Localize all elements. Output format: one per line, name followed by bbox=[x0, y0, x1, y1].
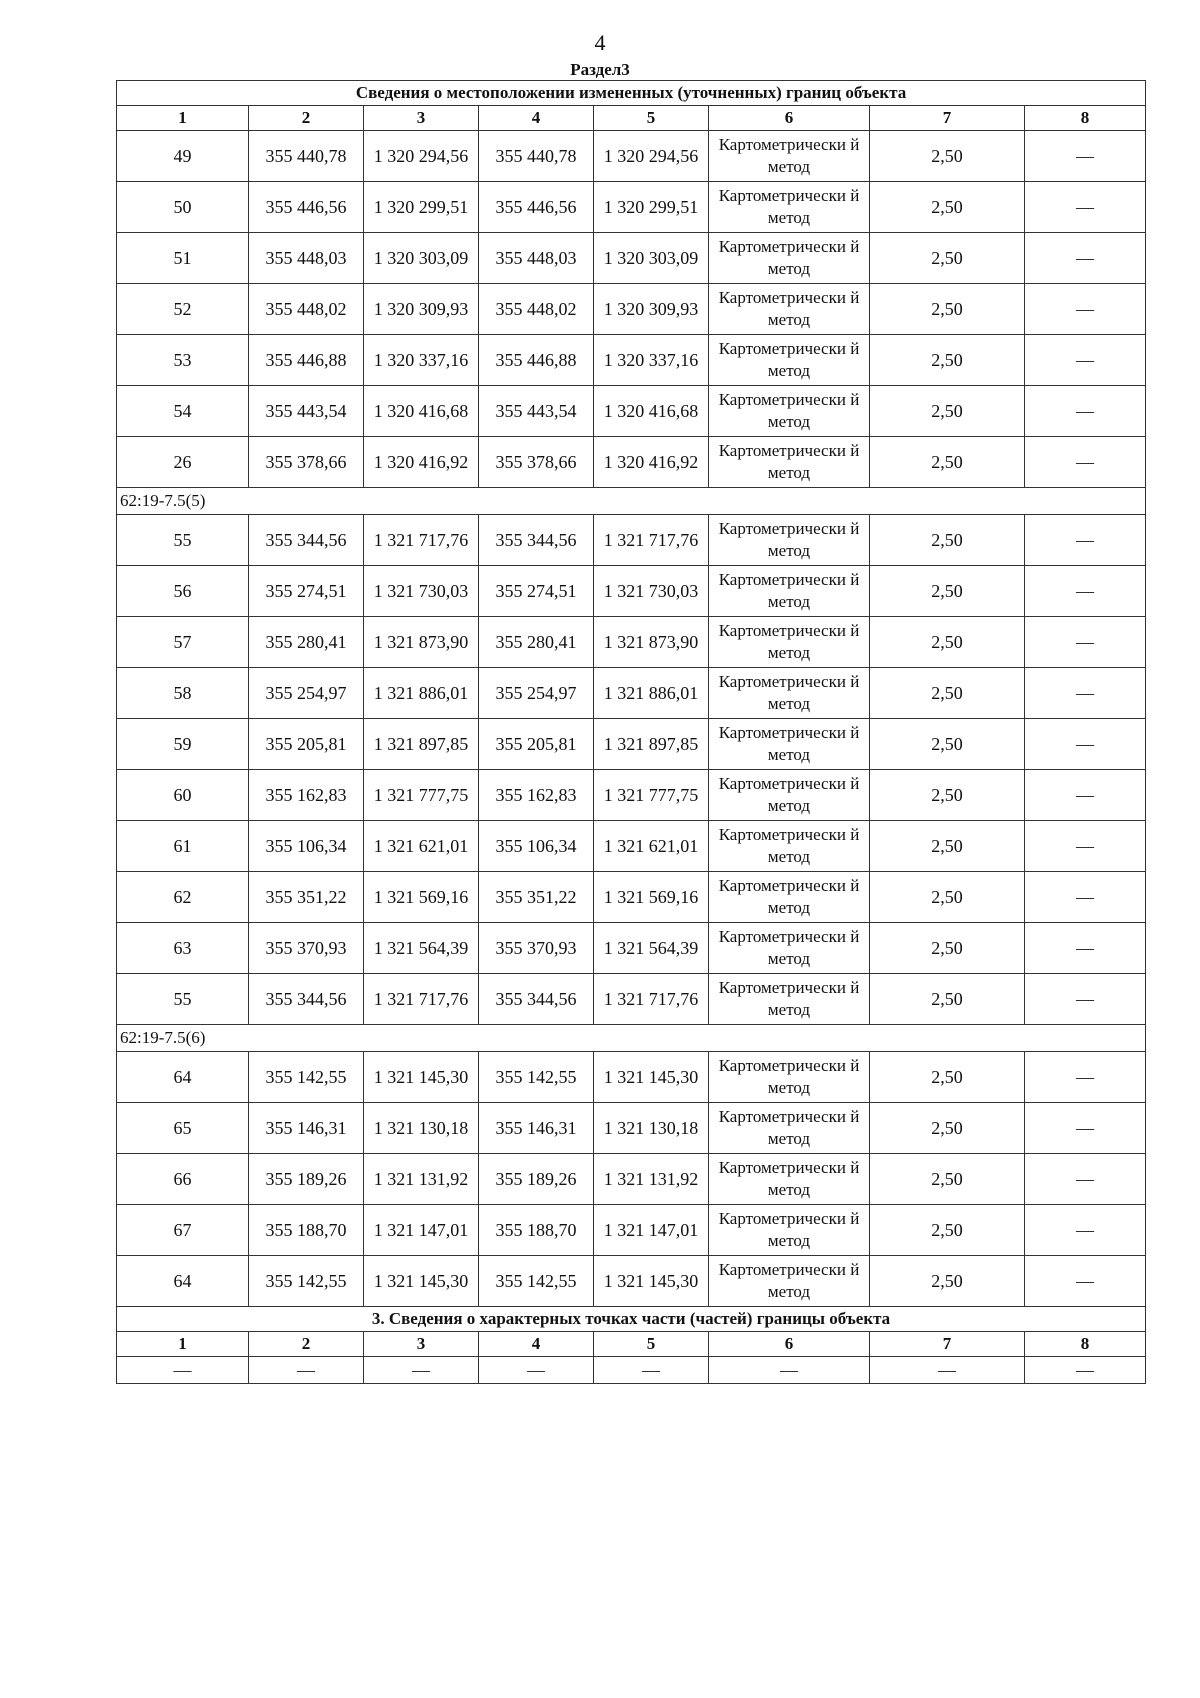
x-coordinate-new: 355 351,22 bbox=[479, 872, 594, 923]
table-row bbox=[117, 1052, 1146, 1103]
accuracy-cell: 2,50 bbox=[870, 719, 1025, 770]
description-cell: — bbox=[1025, 821, 1146, 872]
point-number: 60 bbox=[117, 770, 249, 821]
y-coordinate-new: 1 321 873,90 bbox=[594, 617, 709, 668]
y-coordinate-new: 1 320 416,92 bbox=[594, 437, 709, 488]
column-header: 7 bbox=[870, 106, 1025, 131]
table-row bbox=[117, 335, 1146, 386]
y-coordinate-new: 1 320 337,16 bbox=[594, 335, 709, 386]
table-row bbox=[117, 1154, 1146, 1205]
y-coordinate-new: 1 321 145,30 bbox=[594, 1052, 709, 1103]
x-coordinate-new: 355 106,34 bbox=[479, 821, 594, 872]
y-coordinate-old: 1 321 131,92 bbox=[364, 1154, 479, 1205]
table-row bbox=[117, 566, 1146, 617]
point-number: 64 bbox=[117, 1052, 249, 1103]
point-number: 57 bbox=[117, 617, 249, 668]
x-coordinate-old: 355 344,56 bbox=[249, 974, 364, 1025]
x-coordinate-old: 355 189,26 bbox=[249, 1154, 364, 1205]
y-coordinate-old: 1 320 294,56 bbox=[364, 131, 479, 182]
x-coordinate-new: 355 274,51 bbox=[479, 566, 594, 617]
description-cell: — bbox=[1025, 872, 1146, 923]
accuracy-cell: 2,50 bbox=[870, 923, 1025, 974]
method-cell: Картометрически й метод bbox=[709, 1256, 870, 1307]
accuracy-cell: 2,50 bbox=[870, 284, 1025, 335]
description-cell: — bbox=[1025, 515, 1146, 566]
point-number: 61 bbox=[117, 821, 249, 872]
x-coordinate-new: 355 446,88 bbox=[479, 335, 594, 386]
x-coordinate-old: 355 344,56 bbox=[249, 515, 364, 566]
x-coordinate-old: 355 448,02 bbox=[249, 284, 364, 335]
empty-cell: — bbox=[870, 1357, 1025, 1384]
description-cell: — bbox=[1025, 923, 1146, 974]
column-header: 3 bbox=[364, 1332, 479, 1357]
table-row bbox=[117, 131, 1146, 182]
y-coordinate-new: 1 321 730,03 bbox=[594, 566, 709, 617]
method-cell: Картометрически й метод bbox=[709, 770, 870, 821]
column-header: 4 bbox=[479, 106, 594, 131]
x-coordinate-old: 355 443,54 bbox=[249, 386, 364, 437]
accuracy-cell: 2,50 bbox=[870, 872, 1025, 923]
x-coordinate-old: 355 142,55 bbox=[249, 1052, 364, 1103]
point-number: 52 bbox=[117, 284, 249, 335]
table-row bbox=[117, 668, 1146, 719]
accuracy-cell: 2,50 bbox=[870, 1205, 1025, 1256]
description-cell: — bbox=[1025, 668, 1146, 719]
y-coordinate-old: 1 320 337,16 bbox=[364, 335, 479, 386]
x-coordinate-new: 355 142,55 bbox=[479, 1256, 594, 1307]
x-coordinate-old: 355 205,81 bbox=[249, 719, 364, 770]
section2-header-row bbox=[117, 1332, 1146, 1357]
accuracy-cell: 2,50 bbox=[870, 566, 1025, 617]
table-title-row bbox=[117, 81, 1146, 106]
method-cell: Картометрически й метод bbox=[709, 386, 870, 437]
method-cell: Картометрически й метод bbox=[709, 437, 870, 488]
accuracy-cell: 2,50 bbox=[870, 233, 1025, 284]
description-cell: — bbox=[1025, 974, 1146, 1025]
y-coordinate-old: 1 320 416,68 bbox=[364, 386, 479, 437]
y-coordinate-old: 1 321 569,16 bbox=[364, 872, 479, 923]
y-coordinate-old: 1 321 145,30 bbox=[364, 1256, 479, 1307]
y-coordinate-new: 1 321 897,85 bbox=[594, 719, 709, 770]
table-row bbox=[117, 515, 1146, 566]
accuracy-cell: 2,50 bbox=[870, 1154, 1025, 1205]
boundary-table bbox=[116, 80, 1146, 1384]
y-coordinate-new: 1 321 717,76 bbox=[594, 515, 709, 566]
point-number: 51 bbox=[117, 233, 249, 284]
section-label: Раздел3 bbox=[570, 60, 630, 79]
x-coordinate-old: 355 274,51 bbox=[249, 566, 364, 617]
x-coordinate-old: 355 378,66 bbox=[249, 437, 364, 488]
x-coordinate-old: 355 446,88 bbox=[249, 335, 364, 386]
table-row bbox=[117, 233, 1146, 284]
method-cell: Картометрически й метод bbox=[709, 668, 870, 719]
y-coordinate-new: 1 320 299,51 bbox=[594, 182, 709, 233]
table-row bbox=[117, 1205, 1146, 1256]
accuracy-cell: 2,50 bbox=[870, 515, 1025, 566]
x-coordinate-new: 355 448,02 bbox=[479, 284, 594, 335]
x-coordinate-old: 355 446,56 bbox=[249, 182, 364, 233]
column-header: 1 bbox=[117, 1332, 249, 1357]
description-cell: — bbox=[1025, 335, 1146, 386]
column-header: 8 bbox=[1025, 1332, 1146, 1357]
x-coordinate-new: 355 205,81 bbox=[479, 719, 594, 770]
table-row bbox=[117, 974, 1146, 1025]
method-cell: Картометрически й метод bbox=[709, 1052, 870, 1103]
x-coordinate-new: 355 188,70 bbox=[479, 1205, 594, 1256]
accuracy-cell: 2,50 bbox=[870, 1052, 1025, 1103]
page-number: 4 bbox=[594, 30, 606, 55]
method-cell: Картометрически й метод bbox=[709, 566, 870, 617]
table-row bbox=[117, 719, 1146, 770]
description-cell: — bbox=[1025, 617, 1146, 668]
column-header: 3 bbox=[364, 106, 479, 131]
y-coordinate-new: 1 320 416,68 bbox=[594, 386, 709, 437]
empty-cell: — bbox=[249, 1357, 364, 1384]
x-coordinate-new: 355 162,83 bbox=[479, 770, 594, 821]
description-cell: — bbox=[1025, 131, 1146, 182]
y-coordinate-new: 1 321 564,39 bbox=[594, 923, 709, 974]
method-cell: Картометрически й метод bbox=[709, 974, 870, 1025]
y-coordinate-old: 1 321 717,76 bbox=[364, 515, 479, 566]
y-coordinate-old: 1 321 777,75 bbox=[364, 770, 479, 821]
table-row bbox=[117, 617, 1146, 668]
method-cell: Картометрически й метод bbox=[709, 821, 870, 872]
x-coordinate-old: 355 351,22 bbox=[249, 872, 364, 923]
section2-title-row bbox=[117, 1307, 1146, 1332]
description-cell: — bbox=[1025, 719, 1146, 770]
x-coordinate-new: 355 446,56 bbox=[479, 182, 594, 233]
method-cell: Картометрически й метод bbox=[709, 233, 870, 284]
description-cell: — bbox=[1025, 437, 1146, 488]
y-coordinate-new: 1 320 294,56 bbox=[594, 131, 709, 182]
point-number: 26 bbox=[117, 437, 249, 488]
y-coordinate-new: 1 321 130,18 bbox=[594, 1103, 709, 1154]
x-coordinate-old: 355 254,97 bbox=[249, 668, 364, 719]
y-coordinate-old: 1 321 717,76 bbox=[364, 974, 479, 1025]
x-coordinate-new: 355 448,03 bbox=[479, 233, 594, 284]
y-coordinate-old: 1 320 416,92 bbox=[364, 437, 479, 488]
accuracy-cell: 2,50 bbox=[870, 1103, 1025, 1154]
description-cell: — bbox=[1025, 1256, 1146, 1307]
column-header-row bbox=[117, 106, 1146, 131]
x-coordinate-new: 355 443,54 bbox=[479, 386, 594, 437]
point-number: 59 bbox=[117, 719, 249, 770]
column-header: 2 bbox=[249, 106, 364, 131]
y-coordinate-new: 1 320 309,93 bbox=[594, 284, 709, 335]
column-header: 7 bbox=[870, 1332, 1025, 1357]
y-coordinate-new: 1 321 131,92 bbox=[594, 1154, 709, 1205]
table-row bbox=[117, 437, 1146, 488]
x-coordinate-old: 355 188,70 bbox=[249, 1205, 364, 1256]
x-coordinate-old: 355 162,83 bbox=[249, 770, 364, 821]
x-coordinate-old: 355 280,41 bbox=[249, 617, 364, 668]
method-cell: Картометрически й метод bbox=[709, 515, 870, 566]
description-cell: — bbox=[1025, 1052, 1146, 1103]
y-coordinate-old: 1 320 303,09 bbox=[364, 233, 479, 284]
y-coordinate-old: 1 321 130,18 bbox=[364, 1103, 479, 1154]
table-row bbox=[117, 923, 1146, 974]
description-cell: — bbox=[1025, 1154, 1146, 1205]
x-coordinate-new: 355 254,97 bbox=[479, 668, 594, 719]
method-cell: Картометрически й метод bbox=[709, 872, 870, 923]
y-coordinate-new: 1 321 886,01 bbox=[594, 668, 709, 719]
description-cell: — bbox=[1025, 566, 1146, 617]
description-cell: — bbox=[1025, 1205, 1146, 1256]
column-header: 2 bbox=[249, 1332, 364, 1357]
method-cell: Картометрически й метод bbox=[709, 1205, 870, 1256]
description-cell: — bbox=[1025, 1103, 1146, 1154]
column-header: 5 bbox=[594, 1332, 709, 1357]
column-header: 6 bbox=[709, 106, 870, 131]
empty-cell: — bbox=[709, 1357, 870, 1384]
y-coordinate-old: 1 320 309,93 bbox=[364, 284, 479, 335]
table-title: Сведения о местоположении измененных (уточненных) границ объекта bbox=[117, 81, 1146, 106]
x-coordinate-old: 355 370,93 bbox=[249, 923, 364, 974]
group-label-row bbox=[117, 488, 1146, 515]
point-number: 63 bbox=[117, 923, 249, 974]
x-coordinate-new: 355 440,78 bbox=[479, 131, 594, 182]
y-coordinate-old: 1 321 886,01 bbox=[364, 668, 479, 719]
description-cell: — bbox=[1025, 182, 1146, 233]
column-header: 5 bbox=[594, 106, 709, 131]
table-row bbox=[117, 284, 1146, 335]
description-cell: — bbox=[1025, 233, 1146, 284]
group-label: 62:19-7.5(6) bbox=[117, 1025, 1146, 1052]
table-row bbox=[117, 1256, 1146, 1307]
y-coordinate-old: 1 321 147,01 bbox=[364, 1205, 479, 1256]
description-cell: — bbox=[1025, 770, 1146, 821]
column-header: 4 bbox=[479, 1332, 594, 1357]
point-number: 66 bbox=[117, 1154, 249, 1205]
point-number: 55 bbox=[117, 515, 249, 566]
accuracy-cell: 2,50 bbox=[870, 386, 1025, 437]
y-coordinate-old: 1 321 730,03 bbox=[364, 566, 479, 617]
empty-cell: — bbox=[594, 1357, 709, 1384]
x-coordinate-old: 355 146,31 bbox=[249, 1103, 364, 1154]
accuracy-cell: 2,50 bbox=[870, 668, 1025, 719]
accuracy-cell: 2,50 bbox=[870, 770, 1025, 821]
method-cell: Картометрически й метод bbox=[709, 284, 870, 335]
method-cell: Картометрически й метод bbox=[709, 182, 870, 233]
description-cell: — bbox=[1025, 386, 1146, 437]
point-number: 55 bbox=[117, 974, 249, 1025]
x-coordinate-old: 355 142,55 bbox=[249, 1256, 364, 1307]
point-number: 49 bbox=[117, 131, 249, 182]
column-header: 6 bbox=[709, 1332, 870, 1357]
y-coordinate-old: 1 321 873,90 bbox=[364, 617, 479, 668]
point-number: 62 bbox=[117, 872, 249, 923]
point-number: 67 bbox=[117, 1205, 249, 1256]
group-label-row bbox=[117, 1025, 1146, 1052]
method-cell: Картометрически й метод bbox=[709, 923, 870, 974]
x-coordinate-old: 355 106,34 bbox=[249, 821, 364, 872]
x-coordinate-old: 355 448,03 bbox=[249, 233, 364, 284]
y-coordinate-new: 1 321 621,01 bbox=[594, 821, 709, 872]
accuracy-cell: 2,50 bbox=[870, 437, 1025, 488]
y-coordinate-new: 1 321 569,16 bbox=[594, 872, 709, 923]
method-cell: Картометрически й метод bbox=[709, 719, 870, 770]
description-cell: — bbox=[1025, 284, 1146, 335]
accuracy-cell: 2,50 bbox=[870, 617, 1025, 668]
accuracy-cell: 2,50 bbox=[870, 1256, 1025, 1307]
method-cell: Картометрически й метод bbox=[709, 335, 870, 386]
y-coordinate-old: 1 321 145,30 bbox=[364, 1052, 479, 1103]
y-coordinate-new: 1 321 145,30 bbox=[594, 1256, 709, 1307]
x-coordinate-new: 355 378,66 bbox=[479, 437, 594, 488]
y-coordinate-new: 1 320 303,09 bbox=[594, 233, 709, 284]
y-coordinate-old: 1 321 621,01 bbox=[364, 821, 479, 872]
point-number: 58 bbox=[117, 668, 249, 719]
x-coordinate-old: 355 440,78 bbox=[249, 131, 364, 182]
method-cell: Картометрически й метод bbox=[709, 1154, 870, 1205]
method-cell: Картометрически й метод bbox=[709, 131, 870, 182]
table-row bbox=[117, 1103, 1146, 1154]
empty-cell: — bbox=[1025, 1357, 1146, 1384]
accuracy-cell: 2,50 bbox=[870, 335, 1025, 386]
group-label: 62:19-7.5(5) bbox=[117, 488, 1146, 515]
x-coordinate-new: 355 370,93 bbox=[479, 923, 594, 974]
y-coordinate-old: 1 321 897,85 bbox=[364, 719, 479, 770]
y-coordinate-new: 1 321 147,01 bbox=[594, 1205, 709, 1256]
y-coordinate-new: 1 321 777,75 bbox=[594, 770, 709, 821]
x-coordinate-new: 355 344,56 bbox=[479, 515, 594, 566]
column-header: 1 bbox=[117, 106, 249, 131]
section2-title: 3. Сведения о характерных точках части (частей) границы объекта bbox=[117, 1307, 1146, 1332]
empty-cell: — bbox=[364, 1357, 479, 1384]
column-header: 8 bbox=[1025, 106, 1146, 131]
point-number: 50 bbox=[117, 182, 249, 233]
empty-cell: — bbox=[479, 1357, 594, 1384]
point-number: 64 bbox=[117, 1256, 249, 1307]
table-row bbox=[117, 872, 1146, 923]
x-coordinate-new: 355 189,26 bbox=[479, 1154, 594, 1205]
method-cell: Картометрически й метод bbox=[709, 617, 870, 668]
y-coordinate-old: 1 321 564,39 bbox=[364, 923, 479, 974]
point-number: 65 bbox=[117, 1103, 249, 1154]
section2-empty-row bbox=[117, 1357, 1146, 1384]
table-row bbox=[117, 182, 1146, 233]
x-coordinate-new: 355 280,41 bbox=[479, 617, 594, 668]
x-coordinate-new: 355 142,55 bbox=[479, 1052, 594, 1103]
point-number: 56 bbox=[117, 566, 249, 617]
y-coordinate-new: 1 321 717,76 bbox=[594, 974, 709, 1025]
x-coordinate-new: 355 146,31 bbox=[479, 1103, 594, 1154]
accuracy-cell: 2,50 bbox=[870, 974, 1025, 1025]
table-row bbox=[117, 386, 1146, 437]
table-row bbox=[117, 770, 1146, 821]
table-row bbox=[117, 821, 1146, 872]
accuracy-cell: 2,50 bbox=[870, 821, 1025, 872]
y-coordinate-old: 1 320 299,51 bbox=[364, 182, 479, 233]
empty-cell: — bbox=[117, 1357, 249, 1384]
point-number: 53 bbox=[117, 335, 249, 386]
x-coordinate-new: 355 344,56 bbox=[479, 974, 594, 1025]
accuracy-cell: 2,50 bbox=[870, 182, 1025, 233]
method-cell: Картометрически й метод bbox=[709, 1103, 870, 1154]
point-number: 54 bbox=[117, 386, 249, 437]
accuracy-cell: 2,50 bbox=[870, 131, 1025, 182]
